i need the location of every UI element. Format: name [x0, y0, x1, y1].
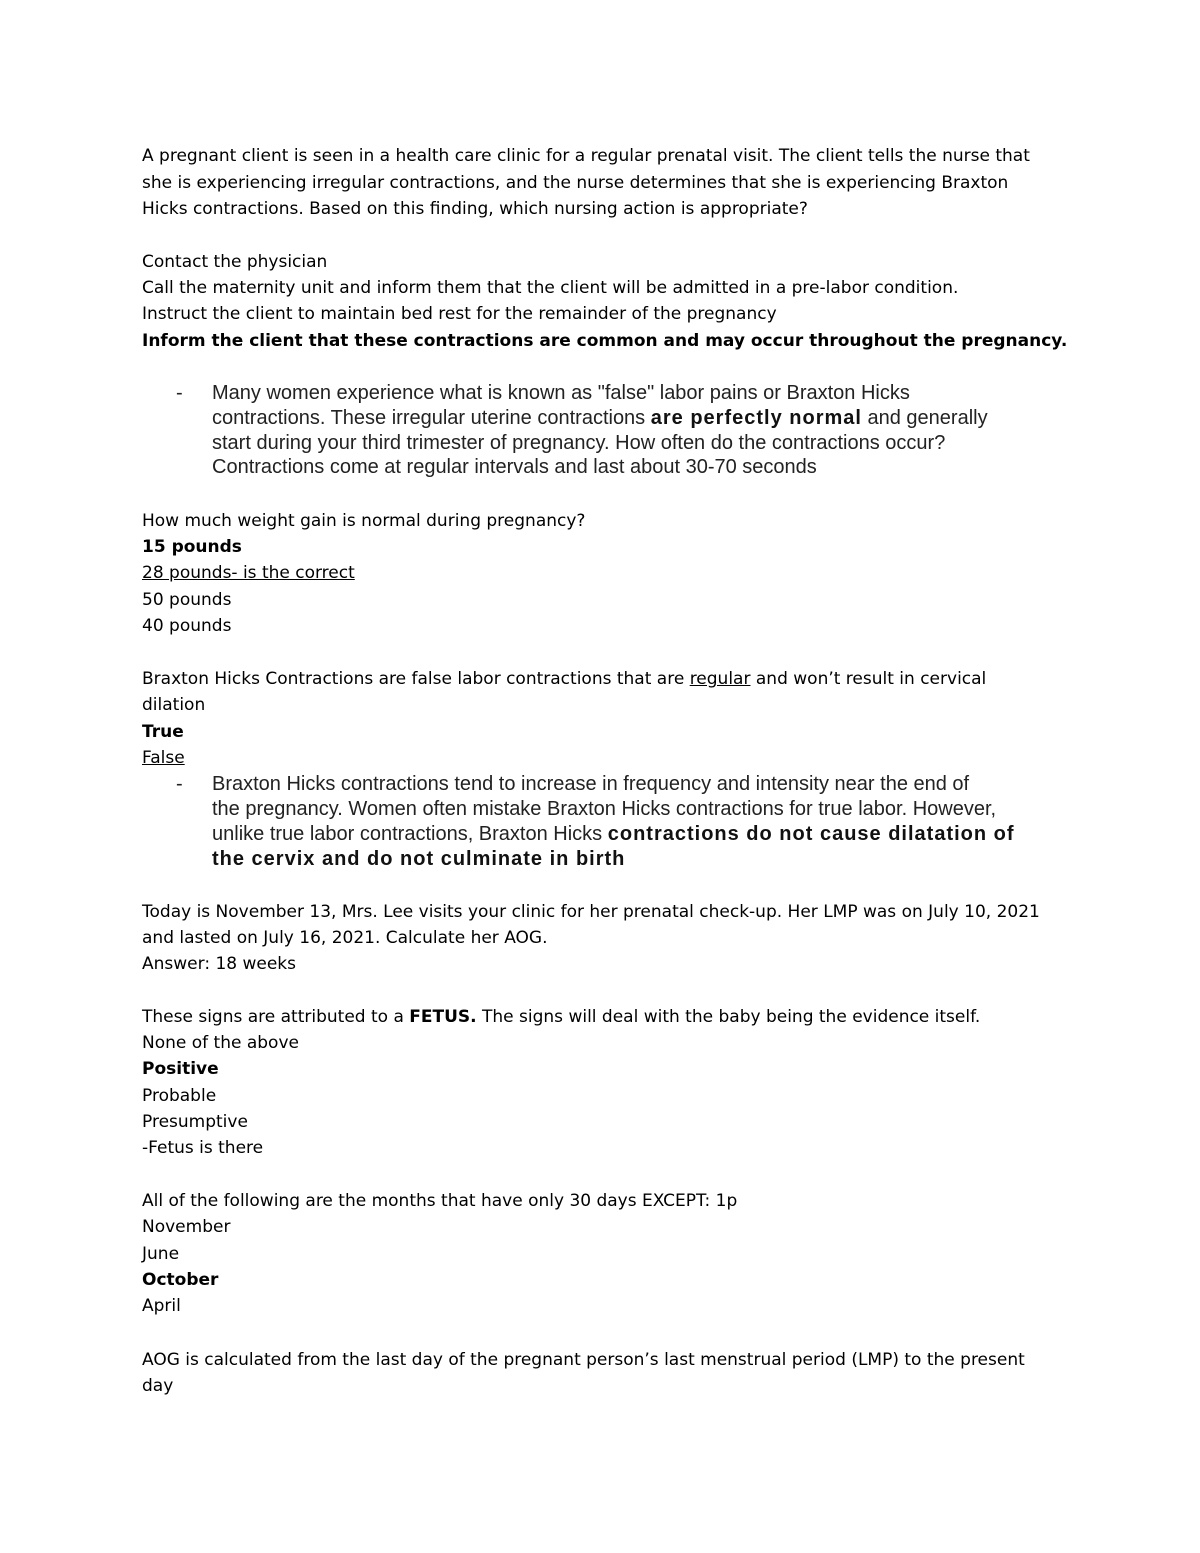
q4-stem-line-1: Today is November 13, Mrs. Lee visits your clinic for her prenatal check-up. Her LMP was on July 10, 2021: [142, 902, 1040, 922]
q1-note-line-2-tail: and generally: [861, 407, 988, 429]
q5-option-1: None of the above: [142, 1033, 299, 1053]
q3-stem-underlined-word: regular: [689, 669, 751, 689]
q1-option-1: Contact the physician: [142, 252, 328, 272]
q2-stem: How much weight gain is normal during pregnancy?: [142, 511, 586, 531]
q2-option-3: 50 pounds: [142, 590, 232, 610]
q5-option-3: Probable: [142, 1086, 217, 1106]
q2-option-4: 40 pounds: [142, 616, 232, 636]
q5-option-2-correct: Positive: [142, 1059, 219, 1079]
q1-note-emphasis: are perfectly normal: [650, 407, 862, 429]
q1-note-line-4: Contractions come at regular intervals and last about 30-70 seconds: [212, 456, 817, 478]
q6-option-3-correct: October: [142, 1270, 219, 1290]
q1-option-4-correct: Inform the client that these contractions are common and may occur throughout the pregnancy.: [142, 331, 1068, 351]
q3-stem-tail: and won’t result in cervical: [750, 669, 987, 689]
q3-note-line-3: [212, 822, 1015, 847]
q3-note-bullet: -: [176, 773, 183, 795]
q3-note-emphasis-2: the cervix and do not culminate in birth: [212, 848, 626, 870]
q5-note: -Fetus is there: [142, 1138, 264, 1158]
q6-option-4: April: [142, 1296, 181, 1316]
q3-note-line-3-text: unlike true labor contractions, Braxton Hicks: [212, 823, 608, 845]
q1-stem-line-3: Hicks contractions. Based on this finding, which nursing action is appropriate?: [142, 199, 808, 219]
q3-note-line-1: Braxton Hicks contractions tend to increase in frequency and intensity near the end of: [212, 773, 970, 795]
q3-option-1: True: [142, 722, 184, 742]
q7-stem-line-1: AOG is calculated from the last day of the pregnant person’s last menstrual period (LMP) to the present: [142, 1350, 1025, 1370]
q1-note-line-2-text: contractions. These irregular uterine contractions: [212, 407, 651, 429]
q5-option-4: Presumptive: [142, 1112, 248, 1132]
q2-option-2-correct: 28 pounds- is the correct: [142, 563, 355, 583]
q4-answer: Answer: 18 weeks: [142, 954, 297, 974]
q3-stem-text: Braxton Hicks Contractions are false labor contractions that are: [142, 669, 690, 689]
q5-stem: [142, 1004, 980, 1030]
q1-stem-line-1: A pregnant client is seen in a health care clinic for a regular prenatal visit. The client tells the nurse that: [142, 146, 1030, 166]
q6-option-2: June: [142, 1244, 180, 1264]
q3-stem-line-2: dilation: [142, 695, 206, 715]
q6-option-1: November: [142, 1217, 231, 1237]
q5-stem-emphasis: FETUS.: [409, 1007, 477, 1027]
q4-stem-line-2: and lasted on July 16, 2021. Calculate her AOG.: [142, 928, 548, 948]
q5-stem-text: These signs are attributed to a: [142, 1007, 410, 1027]
q3-note-line-4: [212, 847, 625, 872]
q1-note-line-3: start during your third trimester of pregnancy. How often do the contractions occur?: [212, 432, 946, 454]
q3-option-2-correct: False: [142, 748, 185, 768]
q2-option-1: 15 pounds: [142, 537, 242, 557]
q1-note-line-1: Many women experience what is known as "false" labor pains or Braxton Hicks: [212, 382, 910, 404]
q1-option-2: Call the maternity unit and inform them that the client will be admitted in a pre-labor condition.: [142, 278, 959, 298]
q7-stem-line-2: day: [142, 1376, 174, 1396]
q3-stem-line-1: [142, 666, 986, 692]
q1-note-line-2: [212, 406, 988, 431]
q5-stem-tail: The signs will deal with the baby being the evidence itself.: [476, 1007, 981, 1027]
q6-stem: All of the following are the months that have only 30 days EXCEPT: 1p: [142, 1191, 738, 1211]
q3-note-line-2: the pregnancy. Women often mistake Braxton Hicks contractions for true labor. However,: [212, 798, 997, 820]
q1-note-bullet: -: [176, 382, 183, 404]
q1-stem-line-2: she is experiencing irregular contractions, and the nurse determines that she is experiencing Braxton: [142, 173, 1009, 193]
q3-note-emphasis-1: contractions do not cause dilatation of: [607, 823, 1015, 845]
q1-option-3: Instruct the client to maintain bed rest for the remainder of the pregnancy: [142, 304, 777, 324]
